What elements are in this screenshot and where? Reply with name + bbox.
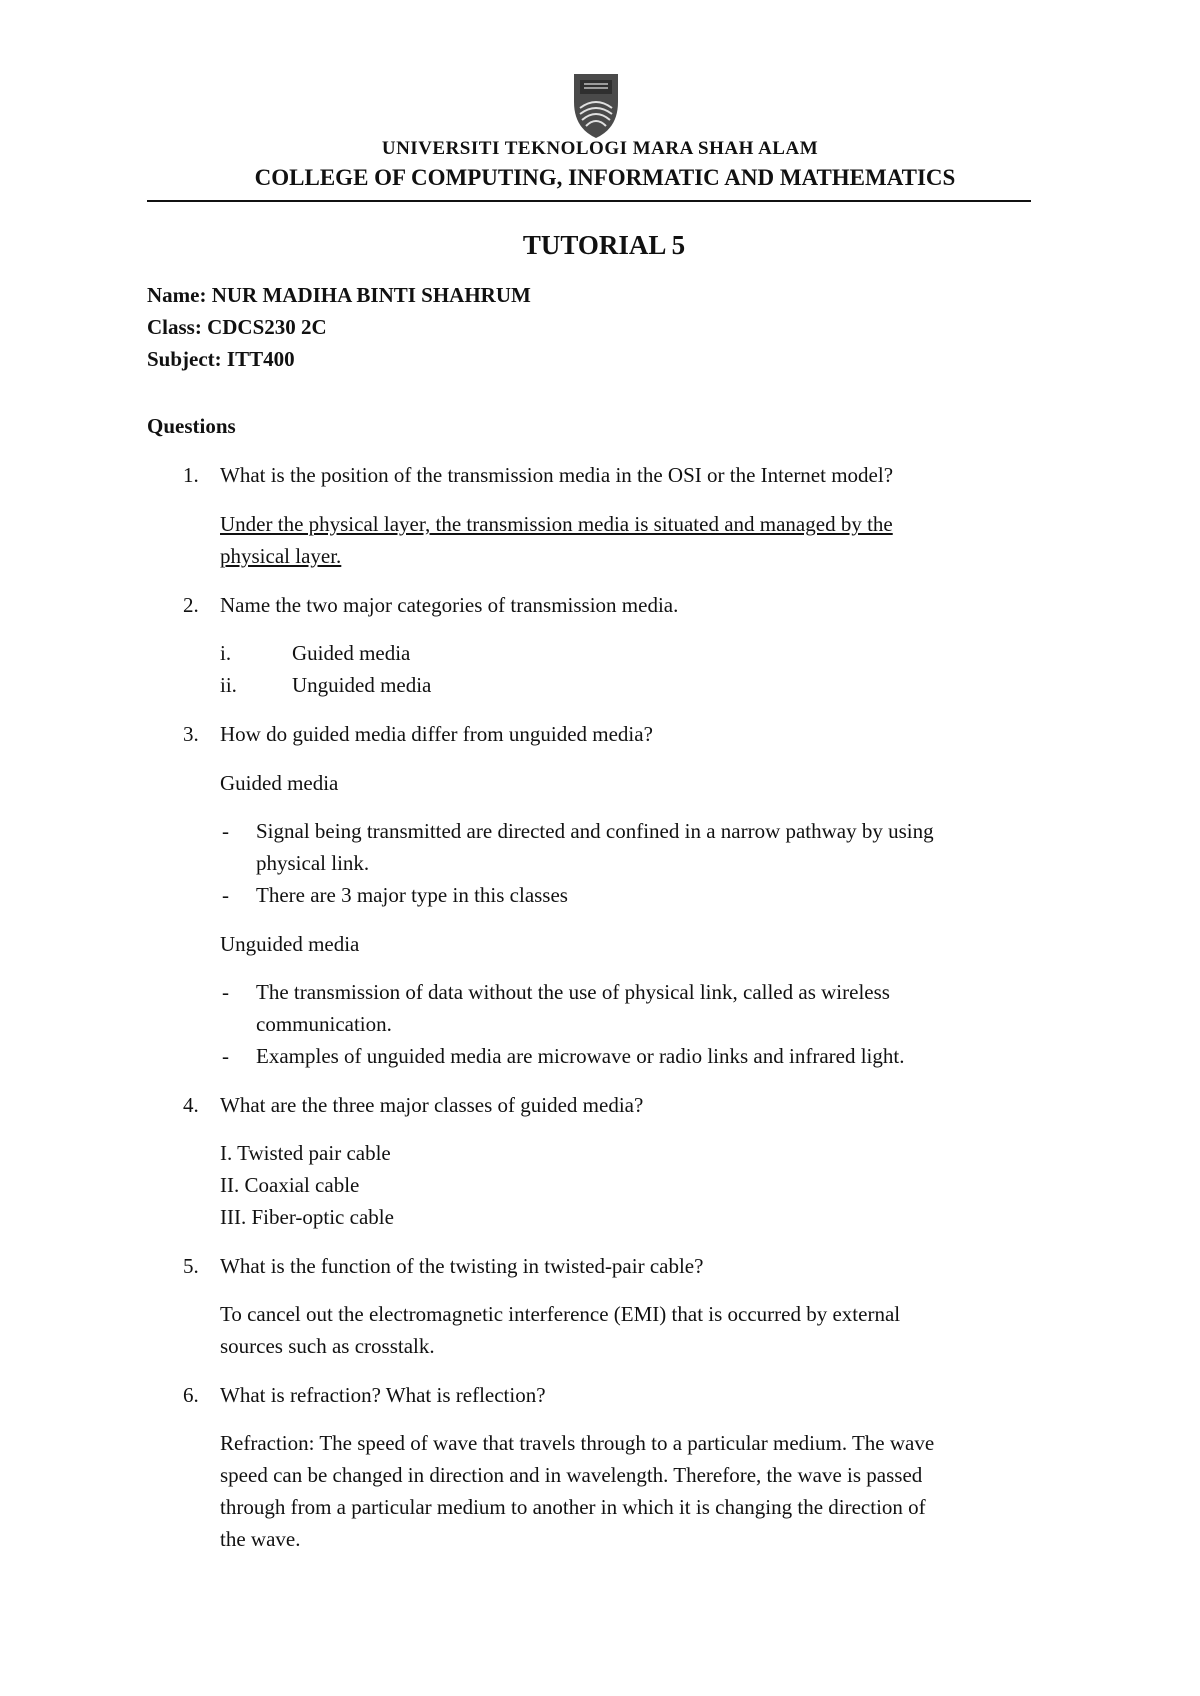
question-4-text: What are the three major classes of guided media? [220,1093,644,1117]
question-number: 1. [183,463,199,487]
student-class: Class: CDCS230 2C [147,315,327,339]
question-number: 3. [183,722,199,746]
answer-5-line-2: sources such as crosstalk. [220,1334,435,1358]
university-name: UNIVERSITI TEKNOLOGI MARA SHAH ALAM [381,138,819,159]
answer-1-line-2: physical layer. [220,544,342,568]
question-number: 4. [183,1093,199,1117]
question-5-text: What is the function of the twisting in twisted-pair cable? [220,1254,704,1278]
unguided-bullet-1-line-2: communication. [256,1012,392,1036]
header-divider [147,200,1031,202]
bullet-dash: - [222,980,229,1004]
bullet-dash: - [222,883,229,907]
unguided-bullet-2: Examples of unguided media are microwave or radio links and infrared light. [256,1044,905,1068]
student-name: Name: NUR MADIHA BINTI SHAHRUM [147,283,531,307]
list-item: Guided media [292,641,411,665]
question-number: 2. [183,593,199,617]
list-item: Unguided media [292,673,432,697]
question-2-text: Name the two major categories of transmission media. [220,593,679,617]
uitm-crest-icon [566,68,626,140]
question-1-text: What is the position of the transmission media in the OSI or the Internet model? [220,463,894,487]
answer-6-line-4: the wave. [220,1527,301,1551]
answer-1-line-1: Under the physical layer, the transmission media is situated and managed by the [220,512,893,536]
answer-6-line-1: Refraction: The speed of wave that travels through to a particular medium. The wave [220,1431,935,1455]
list-item: I. Twisted pair cable [220,1141,391,1165]
guided-bullet-1-line-1: Signal being transmitted are directed and confined in a narrow pathway by using [256,819,934,843]
page-title: TUTORIAL 5 [522,230,686,260]
guided-bullet-1-line-2: physical link. [256,851,370,875]
answer-5-line-1: To cancel out the electromagnetic interference (EMI) that is occurred by external [220,1302,901,1326]
subject: Subject: ITT400 [147,347,295,371]
guided-media-heading: Guided media [220,771,339,795]
list-marker: ii. [220,673,237,697]
answer-6-line-2: speed can be changed in direction and in wavelength. Therefore, the wave is passed [220,1463,923,1487]
unguided-media-heading: Unguided media [220,932,360,956]
question-3-text: How do guided media differ from unguided media? [220,722,653,746]
unguided-bullet-1-line-1: The transmission of data without the use of physical link, called as wireless [256,980,890,1004]
question-number: 6. [183,1383,199,1407]
bullet-dash: - [222,819,229,843]
question-6-text: What is refraction? What is reflection? [220,1383,546,1407]
guided-bullet-2: There are 3 major type in this classes [256,883,568,907]
list-marker: i. [220,641,232,665]
bullet-dash: - [222,1044,229,1068]
list-item: III. Fiber-optic cable [220,1205,394,1229]
question-number: 5. [183,1254,199,1278]
college-name: COLLEGE OF COMPUTING, INFORMATIC AND MATHEMATICS [254,165,956,190]
questions-heading: Questions [147,414,236,438]
list-item: II. Coaxial cable [220,1173,360,1197]
answer-6-line-3: through from a particular medium to another in which it is changing the direction of [220,1495,926,1519]
